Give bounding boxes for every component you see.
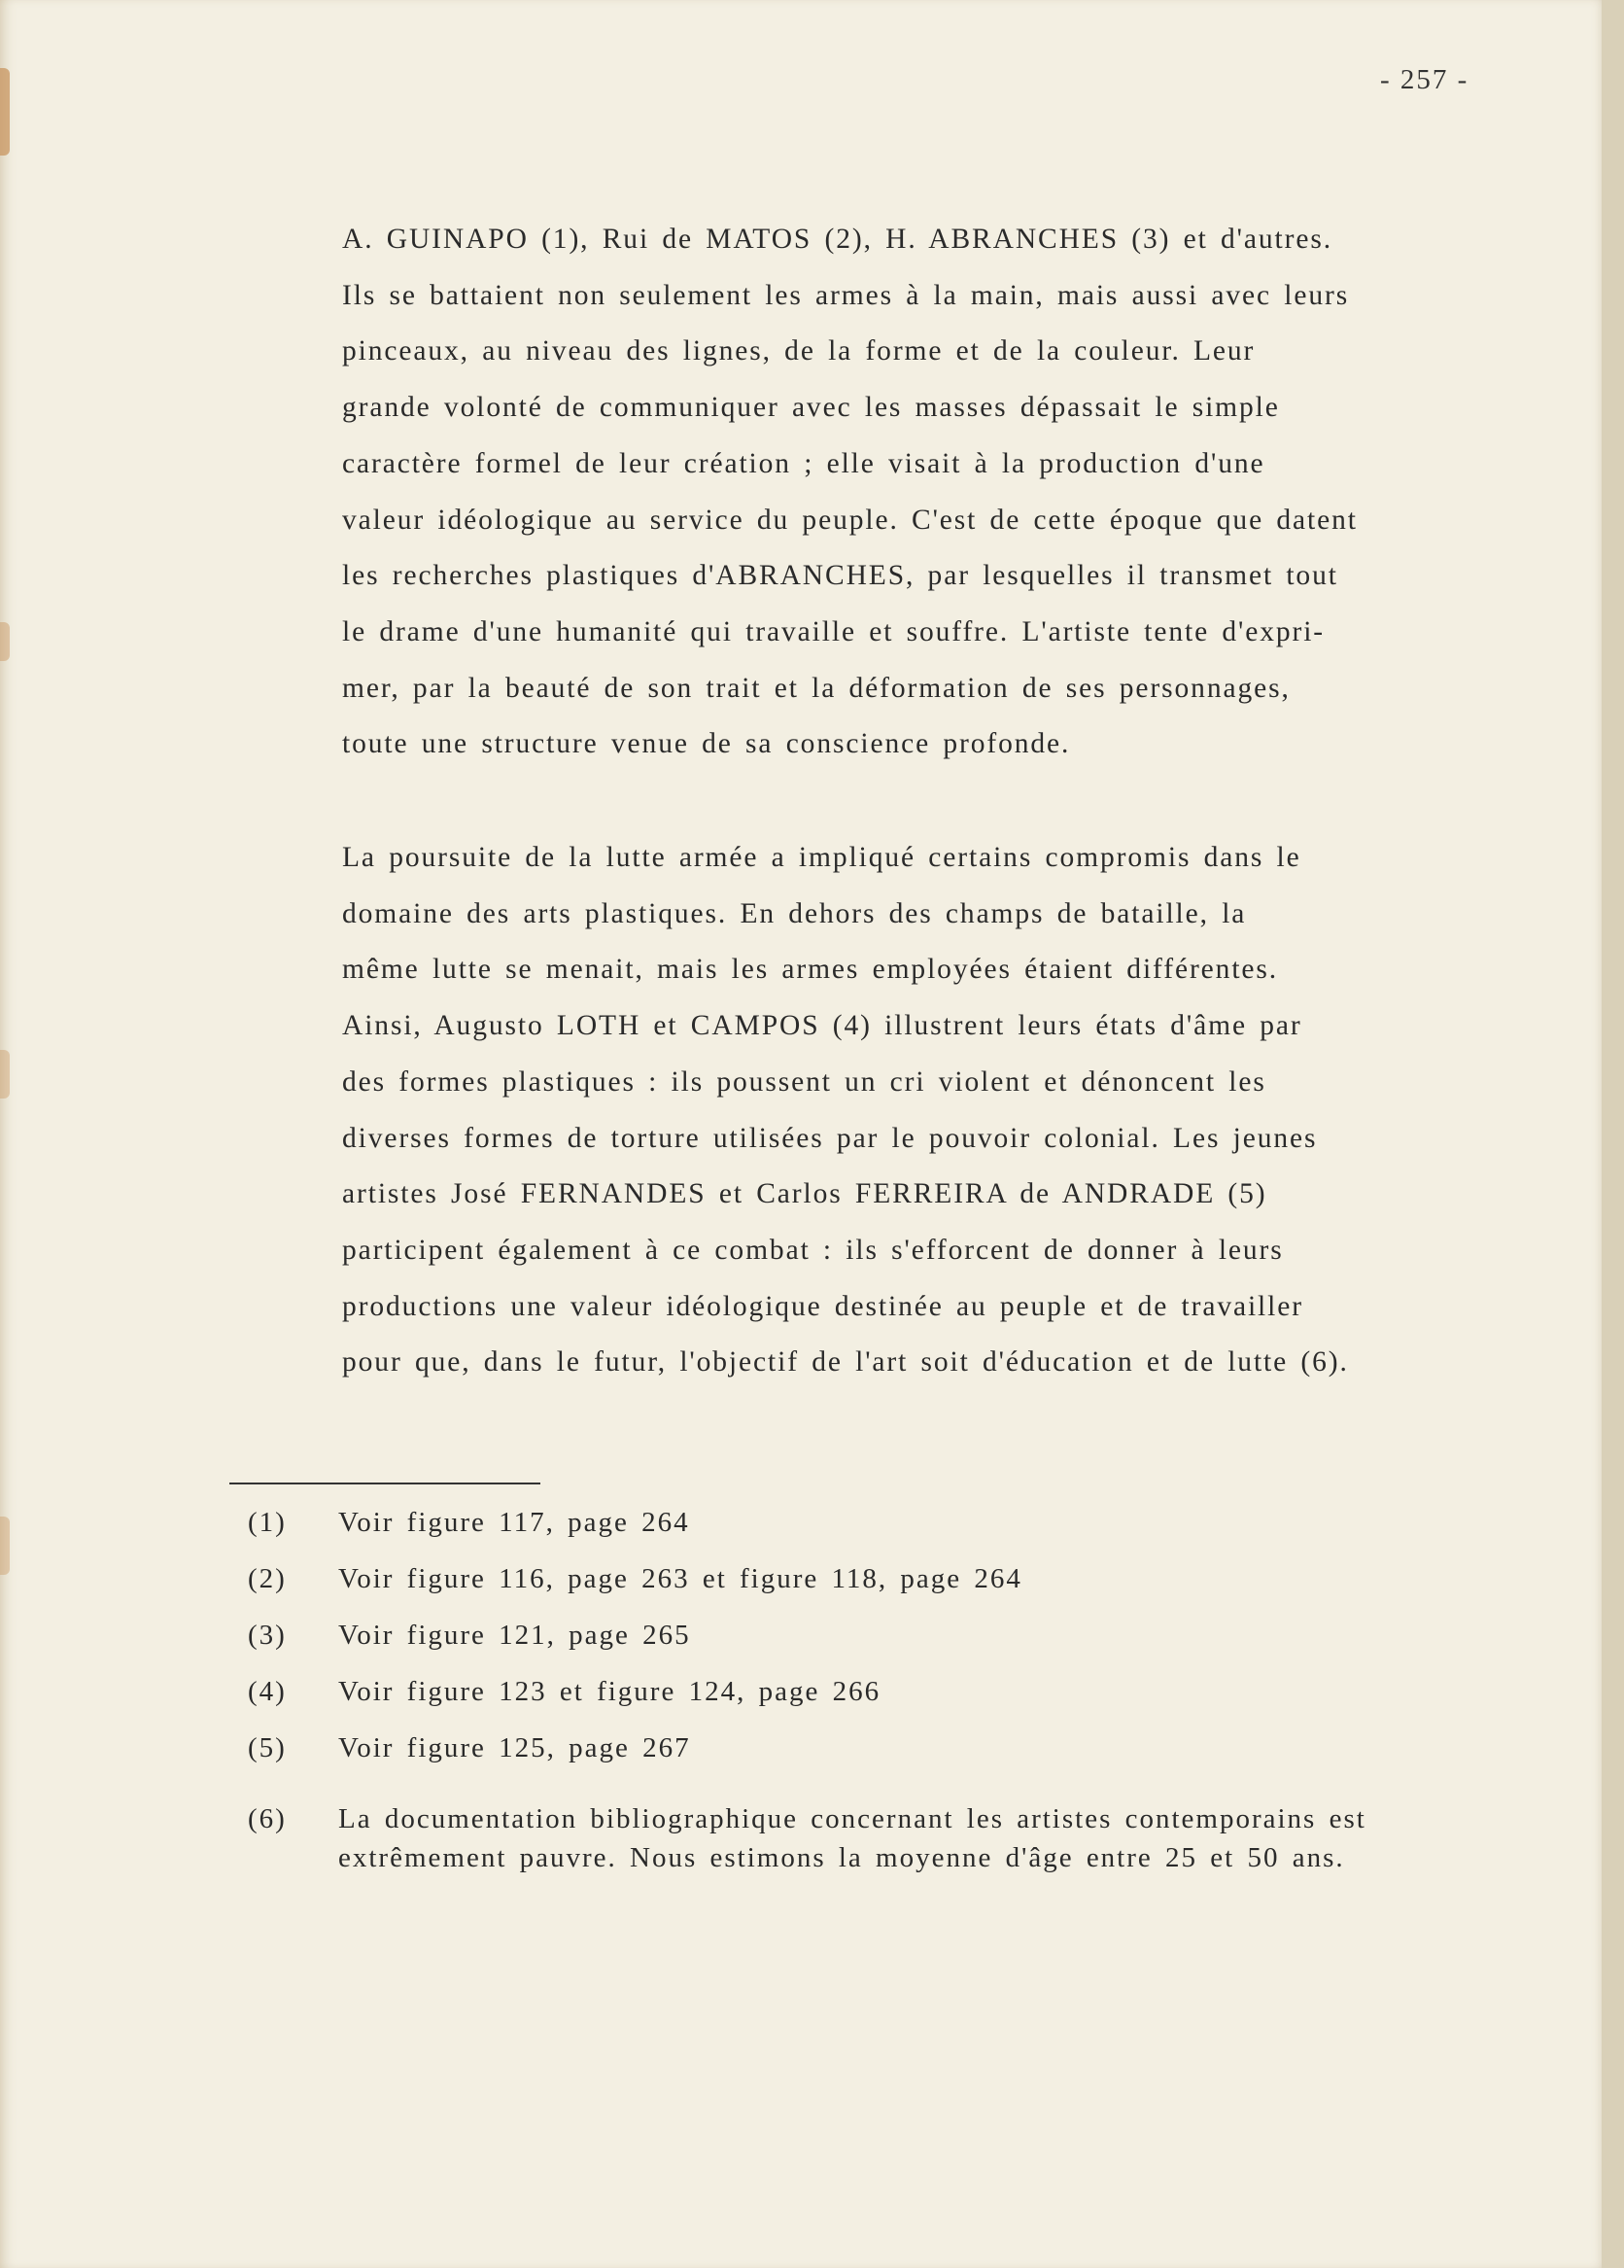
footnote-text: Voir figure 121, page 265 bbox=[338, 1620, 691, 1651]
footnote-number: (5) bbox=[248, 1732, 287, 1763]
paper-stain bbox=[0, 622, 10, 661]
paper-stain bbox=[0, 1517, 10, 1575]
footnote-number: (2) bbox=[248, 1563, 287, 1594]
text-line: le drame d'une humanité qui travaille et souffre. L'artiste tente d'expri- bbox=[342, 615, 1326, 647]
text-line: valeur idéologique au service du peuple. C'est de cette époque que datent bbox=[342, 504, 1358, 536]
text-line: productions une valeur idéologique destinée au peuple et de travailler bbox=[342, 1290, 1303, 1322]
text-line: pinceaux, au niveau des lignes, de la forme et de la couleur. Leur bbox=[342, 335, 1256, 367]
text-line: mer, par la beauté de son trait et la déformation de ses personnages, bbox=[342, 672, 1291, 704]
footnote-text: Voir figure 116, page 263 et figure 118, page 264 bbox=[338, 1563, 1022, 1594]
text-line: même lutte se menait, mais les armes employées étaient différentes. bbox=[342, 954, 1279, 986]
footnote-text: Voir figure 117, page 264 bbox=[338, 1507, 690, 1538]
text-line: Ils se battaient non seulement les armes à la main, mais aussi avec leurs bbox=[342, 279, 1350, 311]
paper-stain bbox=[0, 68, 10, 156]
text-line: La poursuite de la lutte armée a impliqué certains compromis dans le bbox=[342, 842, 1301, 873]
text-line: artistes José FERNANDES et Carlos FERREIRA de ANDRADE (5) bbox=[342, 1178, 1267, 1210]
footnote-text: Voir figure 125, page 267 bbox=[338, 1732, 691, 1763]
text-line: toute une structure venue de sa conscience profonde. bbox=[342, 728, 1071, 760]
text-line: A. GUINAPO (1), Rui de MATOS (2), H. ABRANCHES (3) et d'autres. bbox=[342, 224, 1333, 255]
footnote-number: (1) bbox=[248, 1507, 287, 1538]
footnote-text: La documentation bibliographique concernant les artistes contemporains est bbox=[338, 1803, 1366, 1834]
text-line: les recherches plastiques d'ABRANCHES, par lesquelles il transmet tout bbox=[342, 560, 1338, 592]
text-line: Ainsi, Augusto LOTH et CAMPOS (4) illustrent leurs états d'âme par bbox=[342, 1010, 1302, 1042]
paper-stain bbox=[0, 1050, 10, 1099]
footnote-separator bbox=[229, 1483, 540, 1484]
text-line: grande volonté de communiquer avec les masses dépassait le simple bbox=[342, 392, 1280, 424]
footnote-number: (4) bbox=[248, 1676, 287, 1707]
text-line: diverses formes de torture utilisées par le pouvoir colonial. Les jeunes bbox=[342, 1122, 1318, 1154]
footnote-text: Voir figure 123 et figure 124, page 266 bbox=[338, 1676, 881, 1707]
text-line: des formes plastiques : ils poussent un cri violent et dénoncent les bbox=[342, 1065, 1266, 1098]
text-line: participent également à ce combat : ils s'efforcent de donner à leurs bbox=[342, 1234, 1284, 1266]
text-line: domaine des arts plastiques. En dehors des champs de bataille, la bbox=[342, 897, 1247, 929]
text-line: pour que, dans le futur, l'objectif de l'art soit d'éducation et de lutte (6). bbox=[342, 1346, 1349, 1378]
page-number: - 257 - bbox=[1380, 64, 1469, 95]
footnote-number: (3) bbox=[248, 1620, 287, 1651]
footnote-text: extrêmement pauvre. Nous estimons la moyenne d'âge entre 25 et 50 ans. bbox=[338, 1842, 1345, 1873]
footnote-number: (6) bbox=[248, 1803, 287, 1834]
text-line: caractère formel de leur création ; elle visait à la production d'une bbox=[342, 447, 1265, 479]
